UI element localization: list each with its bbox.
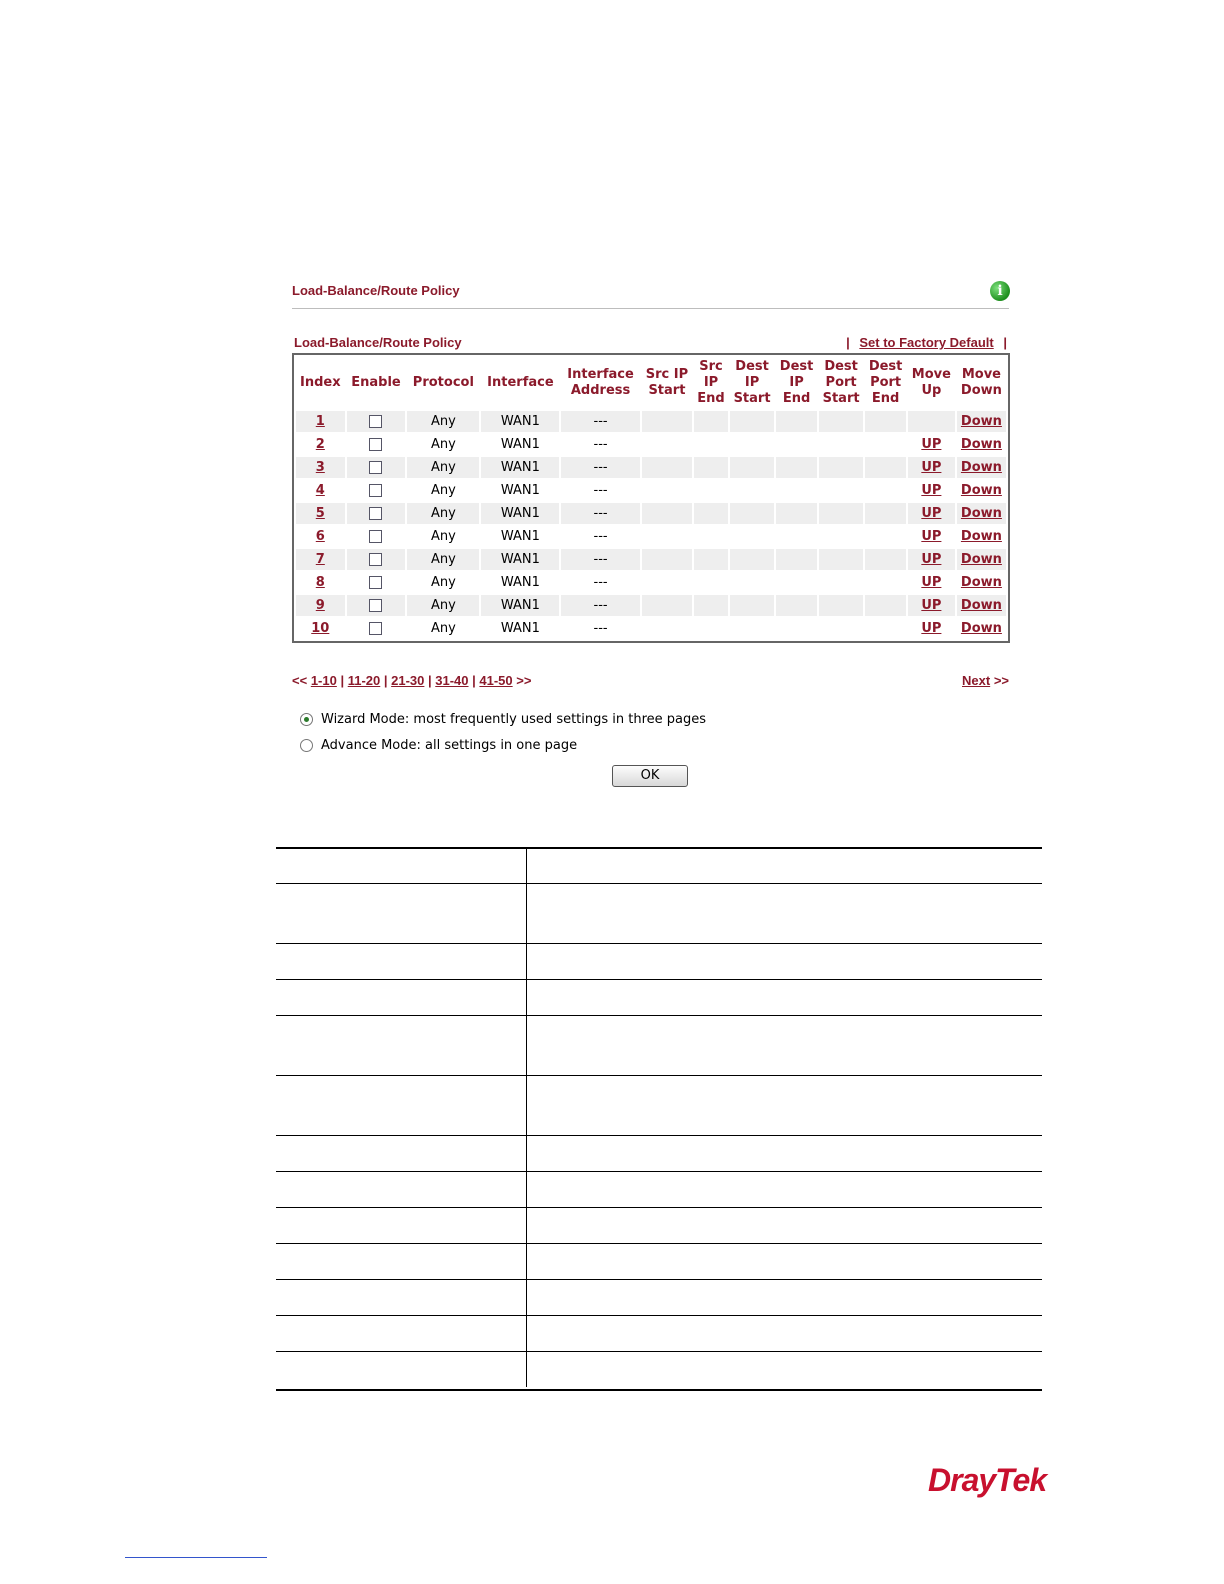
table-cell xyxy=(296,572,345,593)
table-cell xyxy=(561,411,639,432)
table-cell xyxy=(730,457,774,478)
move-down-link[interactable]: Down xyxy=(960,575,1002,590)
move-up-link[interactable]: UP xyxy=(921,437,942,452)
table-cell xyxy=(865,526,906,547)
separator: | xyxy=(1003,335,1007,350)
pager-after: >> xyxy=(516,673,532,688)
next-page-link[interactable]: Next xyxy=(962,673,991,688)
protocol-cell: Any xyxy=(430,414,456,429)
table-cell xyxy=(296,480,345,501)
table-cell xyxy=(957,434,1006,455)
table-cell xyxy=(561,457,639,478)
table-cell xyxy=(407,457,479,478)
table-cell xyxy=(865,480,906,501)
protocol-cell: Any xyxy=(430,598,456,613)
column-header: Index xyxy=(300,375,341,390)
table-cell xyxy=(819,434,863,455)
table-cell xyxy=(908,526,955,547)
table-cell xyxy=(776,457,817,478)
description-row xyxy=(276,1172,1042,1208)
table-cell xyxy=(819,411,863,432)
interface-address-cell: --- xyxy=(593,575,608,590)
table-row xyxy=(296,503,1006,524)
table-header-row xyxy=(296,357,1006,409)
table-cell xyxy=(481,411,559,432)
protocol-cell: Any xyxy=(430,483,456,498)
table-cell xyxy=(730,411,774,432)
table-cell xyxy=(347,595,406,616)
description-row xyxy=(276,1316,1042,1352)
enable-checkbox[interactable] xyxy=(369,622,382,635)
table-row xyxy=(296,618,1006,639)
move-down-link[interactable]: Down xyxy=(960,598,1002,613)
table-cell xyxy=(481,434,559,455)
interface-cell: WAN1 xyxy=(500,529,540,544)
separator: | xyxy=(846,335,850,350)
description-column-divider xyxy=(526,980,527,1015)
description-column-divider xyxy=(526,1076,527,1135)
table-cell xyxy=(865,572,906,593)
table-cell xyxy=(730,618,774,639)
table-cell xyxy=(561,572,639,593)
table-cell xyxy=(957,526,1006,547)
rule-index-link[interactable]: 6 xyxy=(315,529,325,544)
enable-checkbox[interactable] xyxy=(369,461,382,474)
pager-separator: | xyxy=(424,673,436,688)
table-cell xyxy=(819,503,863,524)
table-cell xyxy=(642,480,693,501)
table-cell xyxy=(347,480,406,501)
table-cell xyxy=(347,618,406,639)
move-down-link[interactable]: Down xyxy=(960,483,1002,498)
table-cell xyxy=(481,572,559,593)
description-row xyxy=(276,1244,1042,1280)
description-row xyxy=(276,1136,1042,1172)
table-cell xyxy=(730,434,774,455)
table-cell xyxy=(296,595,345,616)
table-cell xyxy=(481,503,559,524)
table-cell xyxy=(407,595,479,616)
column-header: Dest IP End xyxy=(779,359,814,406)
wizard-mode-label: Wizard Mode: most frequently used settings in three pages xyxy=(321,712,707,727)
protocol-cell: Any xyxy=(430,621,456,636)
table-cell xyxy=(819,549,863,570)
move-up-link[interactable]: UP xyxy=(921,506,942,521)
table-cell xyxy=(642,618,693,639)
rule-index-link[interactable]: 7 xyxy=(315,552,325,567)
protocol-cell: Any xyxy=(430,529,456,544)
table-cell xyxy=(481,457,559,478)
protocol-cell: Any xyxy=(430,575,456,590)
table-cell xyxy=(561,549,639,570)
table-cell xyxy=(957,457,1006,478)
move-up-link[interactable]: UP xyxy=(921,483,942,498)
table-cell xyxy=(908,549,955,570)
table-cell xyxy=(865,411,906,432)
column-header: Dest Port Start xyxy=(822,359,860,406)
enable-checkbox[interactable] xyxy=(369,530,382,543)
move-down-link[interactable]: Down xyxy=(960,414,1002,429)
table-cell xyxy=(694,572,728,593)
table-title: Load-Balance/Route Policy xyxy=(294,335,462,350)
interface-cell: WAN1 xyxy=(500,414,540,429)
interface-cell: WAN1 xyxy=(500,460,540,475)
policy-table-frame xyxy=(292,353,1010,643)
description-column-divider xyxy=(526,884,527,943)
draytek-logo: DrayTek xyxy=(928,1462,1047,1498)
rule-index-link[interactable]: 4 xyxy=(315,483,325,498)
rule-index-link[interactable]: 8 xyxy=(315,575,325,590)
move-up-link[interactable]: UP xyxy=(921,460,942,475)
table-cell xyxy=(561,526,639,547)
page-link[interactable]: 31-40 xyxy=(435,673,469,688)
table-cell xyxy=(296,526,345,547)
table-cell xyxy=(407,480,479,501)
move-up-link[interactable]: UP xyxy=(921,598,942,613)
table-cell xyxy=(642,503,693,524)
table-cell xyxy=(347,411,406,432)
pager-next-arrows: >> xyxy=(993,673,1009,688)
table-cell xyxy=(296,549,345,570)
table-cell xyxy=(865,434,906,455)
table-cell xyxy=(694,618,728,639)
table-cell xyxy=(865,618,906,639)
pager-separator: | xyxy=(336,673,348,688)
interface-cell: WAN1 xyxy=(500,552,540,567)
move-down-link[interactable]: Down xyxy=(960,460,1002,475)
table-cell xyxy=(908,480,955,501)
description-table-bottom xyxy=(276,1389,1042,1391)
description-row xyxy=(276,980,1042,1016)
table-cell xyxy=(642,434,693,455)
description-column-divider xyxy=(526,1352,527,1387)
rule-index-link[interactable]: 3 xyxy=(315,460,325,475)
description-row xyxy=(276,944,1042,980)
table-cell xyxy=(776,526,817,547)
table-cell xyxy=(561,434,639,455)
column-header: Interface xyxy=(487,375,554,390)
table-cell xyxy=(908,595,955,616)
description-column-divider xyxy=(526,1316,527,1351)
table-cell xyxy=(407,526,479,547)
description-column-divider xyxy=(526,1208,527,1243)
table-cell xyxy=(908,411,955,432)
enable-checkbox[interactable] xyxy=(369,438,382,451)
column-header: Src IP End xyxy=(697,359,725,406)
page-title: Load-Balance/Route Policy xyxy=(292,283,460,298)
table-cell xyxy=(730,526,774,547)
ok-button[interactable]: OK xyxy=(612,765,688,787)
column-header: Dest IP Start xyxy=(733,359,771,406)
table-row xyxy=(296,526,1006,547)
enable-checkbox[interactable] xyxy=(369,415,382,428)
description-row xyxy=(276,1208,1042,1244)
table-cell xyxy=(481,618,559,639)
interface-address-cell: --- xyxy=(593,414,608,429)
table-cell xyxy=(776,572,817,593)
table-cell xyxy=(407,503,479,524)
page-link[interactable]: 21-30 xyxy=(391,673,425,688)
table-cell xyxy=(730,572,774,593)
rule-index-link[interactable]: 5 xyxy=(315,506,325,521)
table-cell xyxy=(776,434,817,455)
table-cell xyxy=(730,503,774,524)
table-cell xyxy=(694,411,728,432)
rule-index-link[interactable]: 1 xyxy=(315,414,325,429)
enable-checkbox[interactable] xyxy=(369,507,382,520)
interface-cell: WAN1 xyxy=(500,575,540,590)
advance-mode-option[interactable] xyxy=(300,738,577,753)
table-cell xyxy=(819,595,863,616)
pager-separator: | xyxy=(468,673,480,688)
column-header: Move Down xyxy=(960,367,1002,398)
move-up-link[interactable]: UP xyxy=(921,529,942,544)
info-icon[interactable]: i xyxy=(990,281,1010,301)
enable-checkbox[interactable] xyxy=(369,484,382,497)
interface-cell: WAN1 xyxy=(500,621,540,636)
table-cell xyxy=(957,549,1006,570)
advance-mode-radio[interactable] xyxy=(300,739,313,752)
table-cell xyxy=(561,618,639,639)
table-cell xyxy=(694,595,728,616)
table-cell xyxy=(481,526,559,547)
table-cell xyxy=(730,595,774,616)
table-cell xyxy=(296,434,345,455)
column-header: Dest Port End xyxy=(868,359,903,406)
description-column-divider xyxy=(526,944,527,979)
table-cell xyxy=(642,457,693,478)
column-header: Interface Address xyxy=(567,367,634,398)
table-cell xyxy=(957,503,1006,524)
description-row xyxy=(276,1076,1042,1136)
table-cell xyxy=(865,457,906,478)
wizard-mode-option[interactable] xyxy=(300,712,706,727)
interface-address-cell: --- xyxy=(593,460,608,475)
table-cell xyxy=(776,480,817,501)
table-row xyxy=(296,480,1006,501)
table-cell xyxy=(908,572,955,593)
table-cell xyxy=(776,618,817,639)
table-cell xyxy=(481,480,559,501)
interface-address-cell: --- xyxy=(593,506,608,521)
description-row xyxy=(276,884,1042,944)
table-row xyxy=(296,549,1006,570)
table-cell xyxy=(347,457,406,478)
enable-checkbox[interactable] xyxy=(369,553,382,566)
table-cell xyxy=(347,526,406,547)
pagination xyxy=(292,673,1009,688)
table-cell xyxy=(296,457,345,478)
column-header: Move Up xyxy=(911,367,951,398)
table-cell xyxy=(694,457,728,478)
table-cell xyxy=(561,480,639,501)
factory-default-bar xyxy=(846,335,1007,350)
table-cell xyxy=(694,503,728,524)
table-cell xyxy=(908,503,955,524)
table-cell xyxy=(296,411,345,432)
protocol-cell: Any xyxy=(430,460,456,475)
table-cell xyxy=(694,480,728,501)
move-down-link[interactable]: Down xyxy=(960,529,1002,544)
table-cell xyxy=(730,549,774,570)
table-cell xyxy=(407,572,479,593)
table-cell xyxy=(908,457,955,478)
table-cell xyxy=(642,595,693,616)
table-cell xyxy=(957,480,1006,501)
table-cell xyxy=(819,572,863,593)
interface-cell: WAN1 xyxy=(500,437,540,452)
advance-mode-label: Advance Mode: all settings in one page xyxy=(321,738,578,753)
table-cell xyxy=(957,618,1006,639)
table-cell xyxy=(296,503,345,524)
table-cell xyxy=(776,411,817,432)
enable-checkbox[interactable] xyxy=(369,599,382,612)
table-row xyxy=(296,595,1006,616)
table-cell xyxy=(908,434,955,455)
rule-index-link[interactable]: 9 xyxy=(315,598,325,613)
move-up-link[interactable]: UP xyxy=(921,552,942,567)
table-cell xyxy=(865,503,906,524)
table-cell xyxy=(694,434,728,455)
pager-separator: | xyxy=(380,673,392,688)
move-down-link[interactable]: Down xyxy=(960,506,1002,521)
table-row xyxy=(296,457,1006,478)
table-cell xyxy=(776,503,817,524)
table-cell xyxy=(347,572,406,593)
protocol-cell: Any xyxy=(430,437,456,452)
table-row xyxy=(296,411,1006,432)
table-cell xyxy=(819,618,863,639)
table-cell xyxy=(865,549,906,570)
table-cell xyxy=(957,572,1006,593)
interface-cell: WAN1 xyxy=(500,483,540,498)
interface-address-cell: --- xyxy=(593,483,608,498)
table-cell xyxy=(642,526,693,547)
pager-prev: << xyxy=(292,673,308,688)
column-header: Src IP Start xyxy=(645,367,689,398)
table-cell xyxy=(642,411,693,432)
description-column-divider xyxy=(526,1016,527,1075)
table-cell xyxy=(642,572,693,593)
move-down-link[interactable]: Down xyxy=(960,437,1002,452)
table-row xyxy=(296,572,1006,593)
table-cell xyxy=(819,480,863,501)
table-cell xyxy=(819,457,863,478)
description-column-divider xyxy=(526,1244,527,1279)
table-cell xyxy=(481,549,559,570)
table-cell xyxy=(819,526,863,547)
description-row xyxy=(276,847,1042,884)
page-link[interactable]: 41-50 xyxy=(479,673,513,688)
table-cell xyxy=(347,434,406,455)
description-column-divider xyxy=(526,1280,527,1315)
description-row xyxy=(276,1016,1042,1076)
column-header: Protocol xyxy=(412,375,474,390)
protocol-cell: Any xyxy=(430,552,456,567)
interface-address-cell: --- xyxy=(593,621,608,636)
table-cell xyxy=(347,549,406,570)
table-row xyxy=(296,434,1006,455)
table-cell xyxy=(865,595,906,616)
policy-table xyxy=(294,355,1008,641)
title-divider xyxy=(292,308,1009,309)
move-down-link[interactable]: Down xyxy=(960,552,1002,567)
description-row xyxy=(276,1280,1042,1316)
description-column-divider xyxy=(526,1172,527,1207)
table-cell xyxy=(481,595,559,616)
interface-address-cell: --- xyxy=(593,552,608,567)
interface-cell: WAN1 xyxy=(500,506,540,521)
table-cell xyxy=(957,411,1006,432)
enable-checkbox[interactable] xyxy=(369,576,382,589)
description-row xyxy=(276,1352,1042,1387)
interface-address-cell: --- xyxy=(593,598,608,613)
table-cell xyxy=(776,595,817,616)
table-cell xyxy=(561,503,639,524)
table-cell xyxy=(407,411,479,432)
move-down-link[interactable]: Down xyxy=(960,621,1002,636)
table-cell xyxy=(694,526,728,547)
move-up-link[interactable]: UP xyxy=(921,621,942,636)
footer-link-underline xyxy=(125,1557,267,1558)
rule-index-link[interactable]: 10 xyxy=(311,621,330,636)
wizard-mode-radio[interactable] xyxy=(300,713,313,726)
protocol-cell: Any xyxy=(430,506,456,521)
table-cell xyxy=(642,549,693,570)
interface-cell: WAN1 xyxy=(500,598,540,613)
table-cell xyxy=(730,480,774,501)
move-up-link[interactable]: UP xyxy=(921,575,942,590)
table-cell xyxy=(347,503,406,524)
table-cell xyxy=(407,549,479,570)
interface-address-cell: --- xyxy=(593,529,608,544)
table-cell xyxy=(296,618,345,639)
table-cell xyxy=(407,434,479,455)
description-column-divider xyxy=(526,847,527,883)
table-cell xyxy=(561,595,639,616)
description-column-divider xyxy=(526,1136,527,1171)
table-cell xyxy=(957,595,1006,616)
rule-index-link[interactable]: 2 xyxy=(315,437,325,452)
table-cell xyxy=(776,549,817,570)
table-cell xyxy=(407,618,479,639)
factory-default-link[interactable]: Set to Factory Default xyxy=(859,335,994,350)
page-link[interactable]: 11-20 xyxy=(347,673,381,688)
interface-address-cell: --- xyxy=(593,437,608,452)
column-header: Enable xyxy=(351,375,401,390)
table-cell xyxy=(694,549,728,570)
table-cell xyxy=(908,618,955,639)
page-link[interactable]: 1-10 xyxy=(310,673,337,688)
